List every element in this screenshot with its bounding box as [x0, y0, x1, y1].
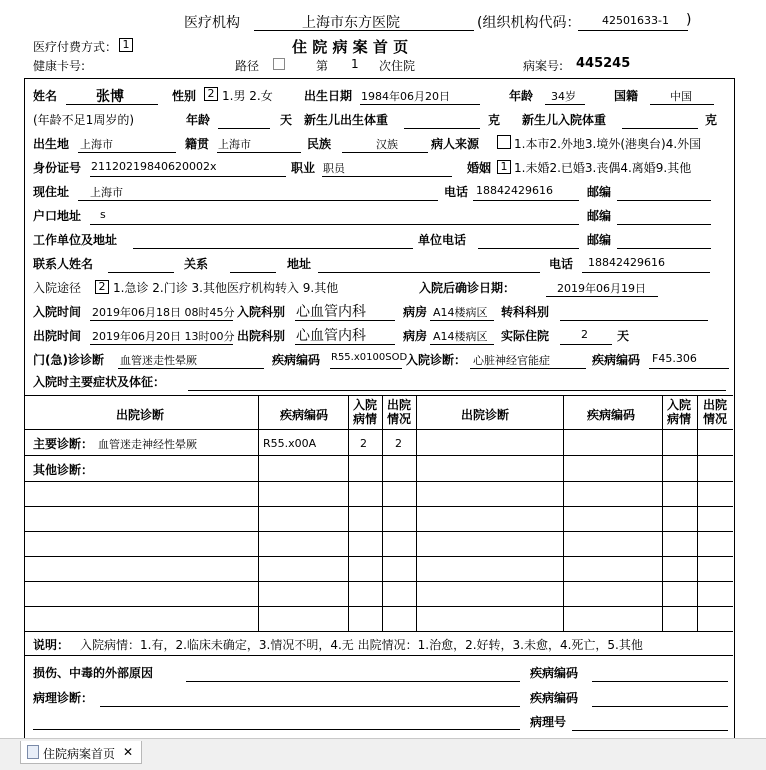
route-label: 入院途径: [33, 281, 82, 295]
health-card-label: 健康卡号:: [33, 59, 86, 73]
id-value[interactable]: 21120219840620002x: [91, 160, 217, 173]
age-label: 年龄: [509, 89, 534, 103]
phone-value[interactable]: 18842429616: [476, 184, 553, 197]
contact-phone-value[interactable]: 18842429616: [588, 256, 665, 269]
other-diag-label: 其他诊断：: [33, 463, 94, 477]
th-code-right: 疾病编码: [587, 408, 636, 422]
work-label: 工作单位及地址: [33, 233, 118, 247]
visit-suffix: 次住院: [379, 59, 416, 73]
discharge-dept-label: 出院科别: [237, 329, 286, 343]
route-value[interactable]: 2: [95, 280, 109, 294]
work-phone-label: 单位电话: [418, 233, 467, 247]
discharge-time-value[interactable]: 2019年06月20日 13时00分: [92, 330, 235, 343]
stay-label: 实际住院: [501, 329, 550, 343]
newborn-admit-weight-label: 新生儿入院体重: [522, 113, 607, 127]
tab-bar: [0, 738, 766, 770]
infant-note: (年龄不足1周岁的): [33, 113, 134, 127]
main-diag-discharge[interactable]: 2: [395, 437, 402, 450]
org-code: 42501633-1: [602, 14, 669, 27]
admit-time-label: 入院时间: [33, 305, 82, 319]
th-admit-right: 入院病情: [666, 398, 691, 426]
org-code-label: (组织机构代码：: [477, 15, 581, 31]
org-label: 医疗机构: [184, 15, 240, 31]
org-name: 上海市东方医院: [302, 15, 400, 31]
contact-phone-label: 电话: [549, 257, 574, 271]
legend-text: 入院病情：1.有，2.临床未确定，3.情况不明，4.无 出院情况：1.治愈，2.好转，3.未愈，4.死亡，5.其他: [80, 638, 643, 652]
path-checkbox[interactable]: [273, 58, 285, 70]
case-no-label: 病案号:: [523, 59, 564, 73]
tab-medical-record[interactable]: [20, 741, 142, 764]
native-label: 籍贯: [185, 137, 210, 151]
birth-label: 出生日期: [304, 89, 353, 103]
stay-unit: 天: [617, 329, 630, 343]
page-title: 住 院 病 案 首 页: [292, 38, 409, 56]
ward-value[interactable]: A14楼病区: [433, 306, 488, 319]
outpatient-label: 门(急)诊诊断: [33, 353, 104, 367]
nationality-label: 国籍: [614, 89, 639, 103]
th-diag-right: 出院诊断: [461, 408, 510, 422]
payment-label: 医疗付费方式：: [33, 40, 118, 54]
transfer-label: 转科科别: [501, 305, 550, 319]
day-unit: 天: [280, 113, 293, 127]
ethnic-value[interactable]: 汉族: [376, 138, 398, 151]
code-label: 疾病编码: [272, 353, 321, 367]
close-icon[interactable]: ✕: [123, 745, 134, 759]
contact-addr-label: 地址: [287, 257, 312, 271]
case-no: 445245: [576, 56, 631, 71]
age-value[interactable]: 34岁: [551, 90, 576, 103]
symptoms-label: 入院时主要症状及体征：: [33, 375, 166, 389]
th-code-left: 疾病编码: [280, 408, 329, 422]
id-label: 身份证号: [33, 161, 82, 175]
marriage-value[interactable]: 1: [497, 160, 511, 174]
confirm-date[interactable]: 2019年06月19日: [557, 282, 646, 295]
main-diag-value[interactable]: 血管迷走神经性晕厥: [98, 438, 197, 451]
sex-options: 1.男 2.女: [222, 89, 273, 103]
org-code-close: ): [686, 12, 692, 28]
infant-age-label: 年龄: [186, 113, 211, 127]
marriage-label: 婚姻: [467, 161, 492, 175]
sex-label: 性别: [172, 89, 197, 103]
code-label-2: 疾病编码: [592, 353, 641, 367]
th-diag-left: 出院诊断: [116, 408, 165, 422]
injury-code-label: 疾病编码: [530, 666, 579, 680]
sex-value[interactable]: 2: [204, 87, 218, 101]
injury-label: 损伤、中毒的外部原因: [33, 666, 154, 680]
pathology-label: 病理诊断：: [33, 691, 94, 705]
ward-label-2: 病房: [403, 329, 428, 343]
path-label: 路径: [235, 59, 260, 73]
admit-time-value[interactable]: 2019年06月18日 08时45分: [92, 306, 235, 319]
hukou-value[interactable]: s: [100, 208, 106, 221]
visit-count: 1: [351, 57, 359, 71]
source-checkbox[interactable]: [497, 135, 511, 149]
name-label: 姓名: [33, 89, 58, 103]
outpatient-diag[interactable]: 血管迷走性晕厥: [120, 354, 197, 367]
newborn-weight-label: 新生儿出生体重: [304, 113, 389, 127]
discharge-dept-value[interactable]: 心血管内科: [296, 328, 366, 344]
discharge-time-label: 出院时间: [33, 329, 82, 343]
hukou-label: 户口地址: [33, 209, 82, 223]
stay-days[interactable]: 2: [581, 328, 588, 341]
name-value[interactable]: 张博: [96, 89, 124, 105]
contact-label: 联系人姓名: [33, 257, 94, 271]
admit-dept-label: 入院科别: [237, 305, 286, 319]
th-admit-left: 入院病情: [352, 398, 377, 426]
ethnic-label: 民族: [307, 137, 332, 151]
th-discharge-left: 出院情况: [386, 398, 411, 426]
marriage-options: 1.未婚2.已婚3.丧偶4.离婚9.其他: [514, 161, 692, 175]
route-options: 1.急诊 2.门诊 3.其他医疗机构转入 9.其他: [113, 281, 339, 295]
pathology-code-label: 疾病编码: [530, 691, 579, 705]
job-value[interactable]: 职员: [323, 162, 345, 175]
document-icon: [27, 745, 39, 759]
nationality-value[interactable]: 中国: [670, 90, 692, 103]
native-value[interactable]: 上海市: [218, 138, 251, 151]
admit-code[interactable]: F45.306: [652, 352, 697, 365]
gram-unit-2: 克: [705, 113, 718, 127]
payment-value[interactable]: 1: [119, 38, 133, 52]
admit-diag[interactable]: 心脏神经官能症: [473, 354, 550, 367]
main-diag-code[interactable]: R55.x00A: [263, 437, 317, 450]
gram-unit: 克: [488, 113, 501, 127]
zip-label-2: 邮编: [587, 209, 612, 223]
admit-dept-value[interactable]: 心血管内科: [296, 304, 366, 320]
source-label: 病人来源: [431, 137, 480, 151]
address-value[interactable]: 上海市: [90, 186, 123, 199]
relation-label: 关系: [184, 257, 209, 271]
confirm-label: 入院后确诊日期：: [419, 281, 516, 295]
tab-label: 住院病案首页: [43, 747, 116, 761]
admit-diag-label: 入院诊断：: [406, 353, 467, 367]
zip-label: 邮编: [587, 185, 612, 199]
address-label: 现住址: [33, 185, 70, 199]
job-label: 职业: [291, 161, 316, 175]
ward-value-2[interactable]: A14楼病区: [433, 330, 488, 343]
visit-prefix: 第: [316, 59, 329, 73]
main-diag-label: 主要诊断：: [33, 437, 94, 451]
main-diag-admit[interactable]: 2: [360, 437, 367, 450]
pathology-no-label: 病理号: [530, 715, 567, 729]
source-options: 1.本市2.外地3.境外(港奥台)4.外国: [514, 137, 702, 151]
th-discharge-right: 出院情况: [702, 398, 727, 426]
phone-label: 电话: [444, 185, 469, 199]
ward-label: 病房: [403, 305, 428, 319]
zip-label-3: 邮编: [587, 233, 612, 247]
birthplace-value[interactable]: 上海市: [80, 138, 113, 151]
birth-value[interactable]: 1984年06月20日: [361, 90, 450, 103]
outpatient-code[interactable]: R55.x0100SOD: [331, 352, 408, 363]
birthplace-label: 出生地: [33, 137, 70, 151]
legend-label: 说明：: [33, 638, 70, 652]
